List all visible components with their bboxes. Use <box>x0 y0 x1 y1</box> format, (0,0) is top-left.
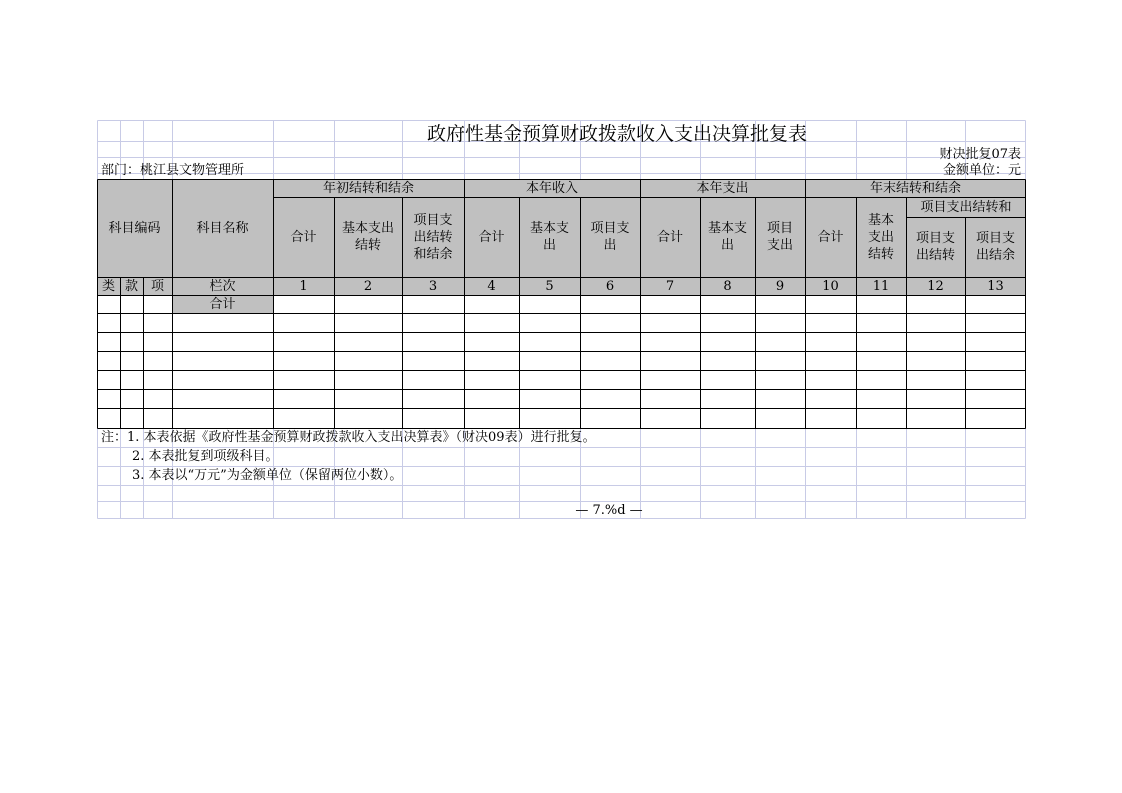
col-header-11: 基本支出结转 <box>867 212 894 262</box>
col-number: 2 <box>363 278 373 294</box>
group-income: 本年收入 <box>525 180 578 196</box>
department-label: 部门：桃江县文物管理所 <box>101 163 245 178</box>
col-number: 11 <box>872 278 890 294</box>
col-header-8: 基本支出 <box>707 221 747 253</box>
report-title: 政府性基金预算财政拨款收入支出决算批复表 <box>426 123 807 145</box>
total-label: 合计 <box>209 296 236 312</box>
page-footer: — 7.%d — <box>575 503 643 518</box>
group-begin-balance: 年初结转和结余 <box>322 180 414 196</box>
group-expense: 本年支出 <box>696 180 749 196</box>
col-number: 7 <box>665 278 675 294</box>
col-header-7: 合计 <box>656 229 683 245</box>
col-number: 4 <box>487 278 496 294</box>
col-number: 9 <box>775 278 785 294</box>
code-part-section: 款 <box>124 278 138 294</box>
col-number: 8 <box>723 278 732 294</box>
col-number: 3 <box>428 278 438 294</box>
header-subject-name: 科目名称 <box>196 220 249 236</box>
col-header-13: 项目支出结余 <box>975 231 1015 263</box>
note-1: 注：1. 本表依据《政府性基金预算财政拨款收入支出决算表》（财决09表）进行批复。 <box>101 430 596 445</box>
report-sheet <box>97 120 1026 519</box>
col-number: 1 <box>299 278 308 294</box>
col-header-12: 项目支出结转 <box>915 231 955 263</box>
col-number: 12 <box>927 278 944 294</box>
group-end-project: 项目支出结转和 <box>920 199 1012 215</box>
col-header-3: 项目支出结转和结余 <box>413 212 453 262</box>
note-2: 2. 本表批复到项级科目。 <box>132 449 279 464</box>
col-number: 5 <box>545 278 554 294</box>
note-3: 3. 本表以“万元”为金额单位（保留两位小数）。 <box>132 468 403 483</box>
code-part-item: 项 <box>150 278 164 294</box>
form-number: 财决批复07表 <box>939 147 1021 162</box>
col-header-1: 合计 <box>290 229 317 245</box>
col-header-5: 基本支出 <box>529 221 569 253</box>
col-number: 13 <box>987 278 1004 294</box>
col-header-10: 合计 <box>817 229 844 245</box>
header-subject-code: 科目编码 <box>108 220 161 236</box>
col-number: 10 <box>822 278 839 294</box>
row-label: 栏次 <box>209 278 236 294</box>
col-header-2: 基本支出结转 <box>341 221 394 253</box>
col-number: 6 <box>605 278 615 294</box>
unit-label: 金额单位：元 <box>942 163 1021 178</box>
code-part-class: 类 <box>101 278 115 294</box>
col-header-6: 项目支出 <box>590 221 630 253</box>
col-header-9: 项目支出 <box>766 221 793 253</box>
group-end-balance: 年末结转和结余 <box>869 180 961 196</box>
col-header-4: 合计 <box>478 229 505 245</box>
